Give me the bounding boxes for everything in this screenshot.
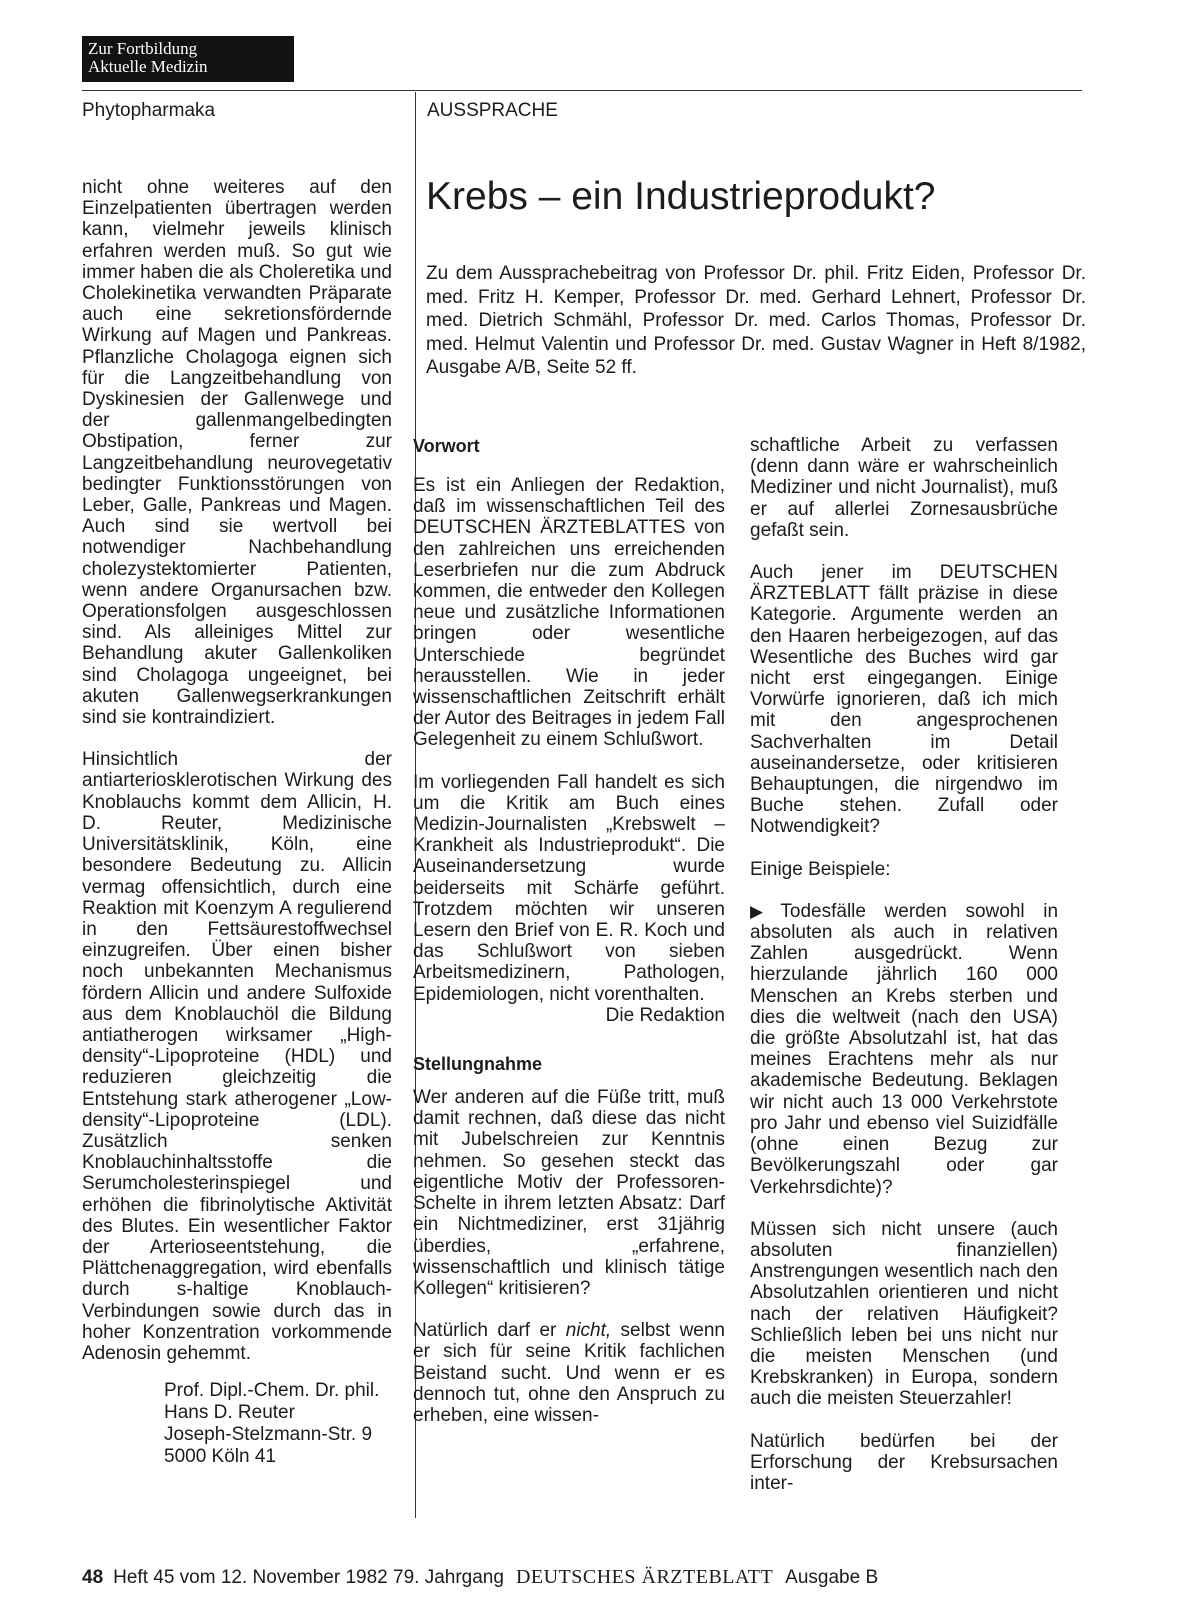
page-footer: [82, 1566, 878, 1589]
left-paragraph-1: nicht ohne weiteres auf den Einzelpatienten übertragen werden kann, vielmehr jeweils klinisch erfahren werden muß. So gut wie immer haben die als Choleretika und Cholekinetika verwandten Präparate auch eine sekretionsfördernde Wirkung auf Magen und Pankreas. Pflanzliche Cholagoga eignen sich für die Langzeitbehandlung von Dyskinesien der Gallenwege und der gallenmangelbedingten Obstipation, ferner zur Langzeitbehandlung neurovegetativ bedingter Funktionsstörungen von Leber, Galle, Pankreas und Magen. Auch sind sie wertvoll bei notwendiger Nachbehandlung cholezystektomierter Patienten, wenn andere Organursachen bzw. Operationsfolgen ausgeschlossen sind. Als alleiniges Mittel zur Behandlung akuter Gallenkoliken sind Cholagoga ungeeignet, bei akuten Gallenwegserkrankungen sind sie kontraindiziert.: [82, 177, 392, 729]
signature-line-2: Hans D. Reuter: [164, 1402, 295, 1423]
article-intro: Zu dem Aussprachebeitrag von Professor Dr. phil. Fritz Eiden, Professor Dr. med. Fritz H. Kemper, Professor Dr. med. Gerhard Lehnert, Professor Dr. med. Dietrich Schmähl, Professor Dr. med. Carlos Thomas, Professor Dr. med. Helmut Valentin und Professor Dr. med. Gustav Wagner in Heft 8/1982, Ausgabe A/B, Seite 52 ff.: [426, 263, 1086, 378]
left-column: [82, 177, 392, 1364]
section-label-left: Phytopharmaka: [82, 100, 216, 121]
section-label-right: AUSSPRACHE: [427, 100, 558, 121]
right-paragraph-2: Auch jener im DEUTSCHEN ÄRZTEBLATT fällt präzise in diese Kategorie. Argumente werden an den Haaren herbeigezogen, auf das Wesentliche des Buches wird gar nicht erst eingegangen. Einige Vorwürfe ignorieren, daß ich mich mit den angesprochenen Sachverhalten im Detail auseinandersetze, oder kritisieren Behauptungen, die nirgendwo im Buche stehen. Zufall oder Notwendigkeit?: [750, 562, 1058, 838]
vorwort-paragraph-2: Im vorliegenden Fall handelt es sich um die Kritik am Buch eines Medizin-Journalisten „Krebswelt – Krankheit als Industrieprodukt“. Die Auseinandersetzung wurde beiderseits mit Schärfe geführt. Trotzdem möchten wir unseren Lesern den Brief von E. R. Koch und das Schlußwort von sieben Arbeitsmedizinern, Pathologen, Epidemiologen, nicht vorenthalten.: [413, 771, 725, 1005]
bullet-arrow-icon: ▶: [750, 901, 777, 921]
stellungnahme-p2-rest: selbst wenn er sich für seine Kritik fachlichen Beistand sucht. Und wenn er es dennoch tut, ohne den Anspruch zu erheben, eine wissen-: [413, 1320, 725, 1426]
right-paragraph-4-text: Todesfälle werden sowohl in absoluten als auch in relativen Zahlen ausgedrückt. Wenn hierzulande jährlich 160 000 Menschen an Krebs sterben und dies die weltweit (nach den USA) die größte Absolutzahl ist, hat das meines Erachtens mehr als nur akademische Bedeutung. Beklagen wir nicht auch 13 000 Verkehrstote pro Jahr und ebenso viel Suizidfälle (ohne einen Bezug zur Bevölkerungszahl oder gar Verkehrsdichte)?: [750, 900, 1059, 1198]
signature-line-1: Prof. Dipl.-Chem. Dr. phil.: [164, 1380, 380, 1401]
footer-issue: Heft 45 vom 12. November 1982 79. Jahrgang: [113, 1567, 504, 1588]
middle-column: [413, 435, 725, 1426]
left-paragraph-2: Hinsichtlich der antiarteriosklerotischen Wirkung des Knoblauchs kommt dem Allicin, H. D. Reuter, Medizinische Universitätsklinik, Köln, eine besondere Bedeutung zu. Allicin vermag offensichtlich, durch eine Reaktion mit Koenzym A regulierend in den Fettsäurestoffwechsel einzugreifen. Über einen bisher noch unbekannten Mechanismus fördern Allicin und andere Sulfoxide aus dem Knoblauchöl die Bildung antiatherogen wirksamer „High-density“-Lipoproteine (HDL) und reduzieren gleichzeitig die Entstehung stark atherogener „Low-density“-Lipoproteine (LDL). Zusätzlich senken Knoblauchinhaltsstoffe die Serumcholesterinspiegel und erhöhen die fibrinolytische Aktivität des Blutes. Ein wesentlicher Faktor der Arterioseentstehung, die Plättchenaggregation, wird ebenfalls durch s-haltige Knoblauch-Verbindungen sowie durch das in hoher Konzentration vorkommende Adenosin gehemmt.: [82, 749, 392, 1364]
header-line-2: Aktuelle Medizin: [88, 57, 208, 76]
right-paragraph-5: Müssen sich nicht unsere (auch absoluten finanziellen) Anstrengungen wesentlich nach den Absolutzahlen orientieren und nicht nach der relativen Häufigkeit? Schließlich leben bei uns nicht nur die meisten Menschen (und Krebskranken) in Europa, sondern auch die meisten Steuerzahler!: [750, 1218, 1058, 1410]
vorwort-paragraph-1: Es ist ein Anliegen der Redaktion, daß im wissenschaftlichen Teil des DEUTSCHEN ÄRZTEBLATTES von den zahlreichen uns erreichenden Leserbriefen nur die zum Abdruck kommen, die entweder den Kollegen neue und zusätzliche Informationen bringen oder wesentliche Unterschiede begründet herausstellen. Wie in jeder wissenschaftlichen Zeitschrift erhält der Autor des Beitrages in jedem Fall Gelegenheit zu einem Schlußwort.: [413, 475, 725, 751]
right-paragraph-3: Einige Beispiele:: [750, 858, 891, 880]
stellungnahme-p2-emphasis: nicht,: [565, 1320, 612, 1342]
right-paragraph-4: [750, 901, 1058, 1198]
stellungnahme-heading: Stellungnahme: [413, 1054, 543, 1075]
stellungnahme-paragraph-2: [413, 1320, 725, 1426]
footer-journal: DEUTSCHES ÄRZTEBLATT: [515, 1566, 774, 1588]
footer-edition: Ausgabe B: [785, 1567, 879, 1588]
author-signature: [164, 1380, 379, 1468]
right-paragraph-6: Natürlich bedürfen bei der Erforschung der Krebsursachen inter-: [750, 1430, 1058, 1494]
right-paragraph-1: schaftliche Arbeit zu verfassen (denn dann wäre er wahrscheinlich Mediziner und nicht Journalist), muß er auf allerlei Zornesausbrüche gefaßt sein.: [750, 435, 1058, 541]
vorwort-heading: Vorwort: [413, 436, 480, 456]
vorwort-signoff: Die Redaktion: [605, 1004, 725, 1026]
signature-line-4: 5000 Köln 41: [164, 1446, 276, 1467]
stellungnahme-p2-start: Natürlich darf er: [413, 1320, 566, 1342]
header-line-1: Zur Fortbildung: [88, 39, 198, 58]
stellungnahme-paragraph-1: Wer anderen auf die Füße tritt, muß damit rechnen, daß diese das nicht mit Jubelschreien zur Kenntnis nehmen. So gesehen steckt das eigentliche Motiv der Professoren-Schelte in ihrem letzten Absatz: Darf ein Nichtmediziner, erst 31jährig überdies, „erfahrene, wissenschaftlich und klinisch tätige Kollegen“ kritisieren?: [413, 1087, 725, 1299]
top-rule: [82, 90, 1082, 91]
page-number: 48: [82, 1567, 104, 1588]
signature-line-3: Joseph-Stelzmann-Str. 9: [164, 1424, 373, 1445]
series-header-box: [82, 36, 294, 82]
article-title: Krebs – ein Industrieprodukt?: [426, 175, 936, 218]
right-column: [750, 435, 1058, 1494]
